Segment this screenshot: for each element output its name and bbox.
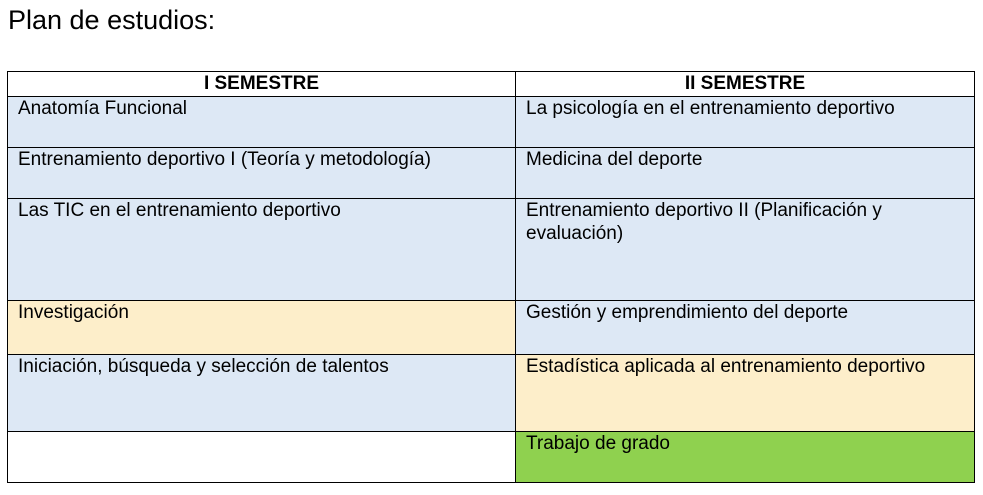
table-row xyxy=(8,199,975,301)
page-title: Plan de estudios: xyxy=(8,5,216,35)
table-header-row xyxy=(8,72,975,97)
table-row xyxy=(8,301,975,355)
empty-cell xyxy=(8,432,516,483)
course-cell: Estadística aplicada al entrenamiento deportivo xyxy=(516,355,975,432)
table-row xyxy=(8,148,975,199)
course-cell: Investigación xyxy=(8,301,516,355)
study-plan-table xyxy=(7,71,975,483)
header-semester-1: I SEMESTRE xyxy=(8,72,516,97)
course-cell: Iniciación, búsqueda y selección de talentos xyxy=(8,355,516,432)
table-row xyxy=(8,432,975,483)
course-cell: Trabajo de grado xyxy=(516,432,975,483)
course-cell: Entrenamiento deportivo II (Planificación y evaluación) xyxy=(516,199,975,301)
table-row xyxy=(8,97,975,148)
course-cell: Entrenamiento deportivo I (Teoría y metodología) xyxy=(8,148,516,199)
table-row xyxy=(8,355,975,432)
course-cell: Gestión y emprendimiento del deporte xyxy=(516,301,975,355)
course-cell: Anatomía Funcional xyxy=(8,97,516,148)
course-cell: La psicología en el entrenamiento deportivo xyxy=(516,97,975,148)
course-cell: Las TIC en el entrenamiento deportivo xyxy=(8,199,516,301)
course-cell: Medicina del deporte xyxy=(516,148,975,199)
header-semester-2: II SEMESTRE xyxy=(516,72,975,97)
